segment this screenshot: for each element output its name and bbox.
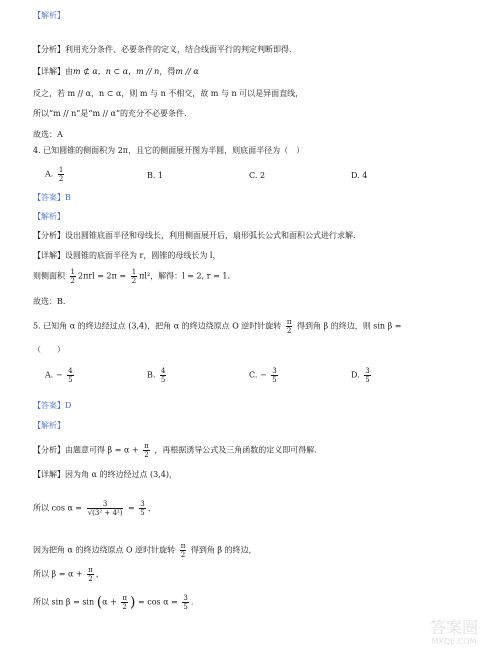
- q4-answer: 故选：B.: [33, 297, 66, 306]
- q5-stem: 5. 已知角 α 的终边经过点 (3,4)，把角 α 的终边绕原点 O 逆时针旋转 $\frac{\pi}{2}$ 得到角 β 的终边，则 sin β =: [33, 318, 402, 335]
- q4-fenxi: 【分析】设出圆锥底面半径和母线长，利用侧面展开后，扇形弧长公式和面积公式进行求解.: [33, 231, 356, 240]
- q5-option-b: B. $\frac{4}{5}$: [147, 367, 166, 384]
- q4-analysis-tag: 【解析】: [33, 212, 65, 221]
- q4-answer-tag: 【答案】B: [33, 193, 71, 202]
- q5-option-c: C. − $\frac{3}{5}$: [249, 367, 277, 384]
- q5-answer-tag: 【答案】D: [33, 401, 72, 410]
- q5-rotation: 因为把角 α 的终边绕原点 O 逆时针旋转 $\frac{\pi}{2}$ 得到角 β 的终边，: [33, 542, 257, 559]
- watermark-logo-icon: [414, 613, 494, 647]
- q5-stem-bracket: （ ）: [33, 345, 65, 354]
- q3-analysis-tag: 【解析】: [33, 11, 65, 20]
- q4-option-a: A. $\frac{1}{2}$: [45, 166, 64, 183]
- q3-fanzhi: 反之，若 m // α，n ⊂ α，则 m 与 n 不相交，故 m 与 n 可以是异面直线，: [33, 89, 304, 98]
- q3-fenxi: 【分析】利用充分条件、必要条件的定义，结合线面平行的判定判断即得.: [33, 45, 292, 54]
- q5-option-a: A. − $\frac{4}{5}$: [45, 367, 73, 384]
- q4-stem: 4. 已知圆锥的侧面积为 2π，且它的侧面展开图为半圆，则底面半径为（ ）: [33, 146, 305, 155]
- q3-answer: 故选：A: [33, 130, 63, 139]
- q4-option-d: D. 4: [351, 171, 368, 180]
- q5-beta-formula: 所以 β = α + $\frac{\pi}{2}$ ，: [33, 566, 104, 583]
- q4-option-c: C. 2: [249, 171, 266, 180]
- q3-suoyi: 所以“m // n”是“m // α”的充分不必要条件.: [33, 109, 187, 118]
- svg-text:答案圈: 答案圈: [429, 618, 479, 637]
- q3-xiangjie: 【详解】由m ⊄ α，n ⊂ α，m // n，得m // α: [33, 67, 199, 76]
- q5-option-d: D. $\frac{3}{5}$: [351, 367, 370, 384]
- q4-option-b: B. 1: [147, 171, 164, 180]
- q5-cos-formula: 所以 cos α = $\frac{3}{\text{√(3² + 4²)}}$ = $\frac{3}{5}$ ，: [33, 500, 156, 517]
- q5-analysis-tag: 【解析】: [33, 421, 65, 430]
- q4-xiangjie: 【详解】设圆锥的底面半径为 r，圆锥的母线长为 l，: [33, 251, 221, 260]
- q4-formula: 则侧面积 $\frac{1}{2}$ 2πrl = 2π = $\frac{1}{2}$ πl²，解得：l = 2, r = 1.: [33, 268, 230, 285]
- q5-sin-formula: 所以 sin β = sin (α + $\frac{\pi}{2}$ ) = cos α = $\frac{3}{5}$ .: [33, 594, 194, 611]
- q5-fenxi: 【分析】由题意可得 β = α + $\frac{\pi}{2}$ ，再根据诱导公式及三角函数的定义即可得解.: [33, 442, 317, 459]
- q5-xiangjie: 【详解】因为角 α 的终边经过点 (3,4)，: [33, 470, 177, 479]
- svg-text:MXQE.COM: MXQE.COM: [431, 637, 477, 646]
